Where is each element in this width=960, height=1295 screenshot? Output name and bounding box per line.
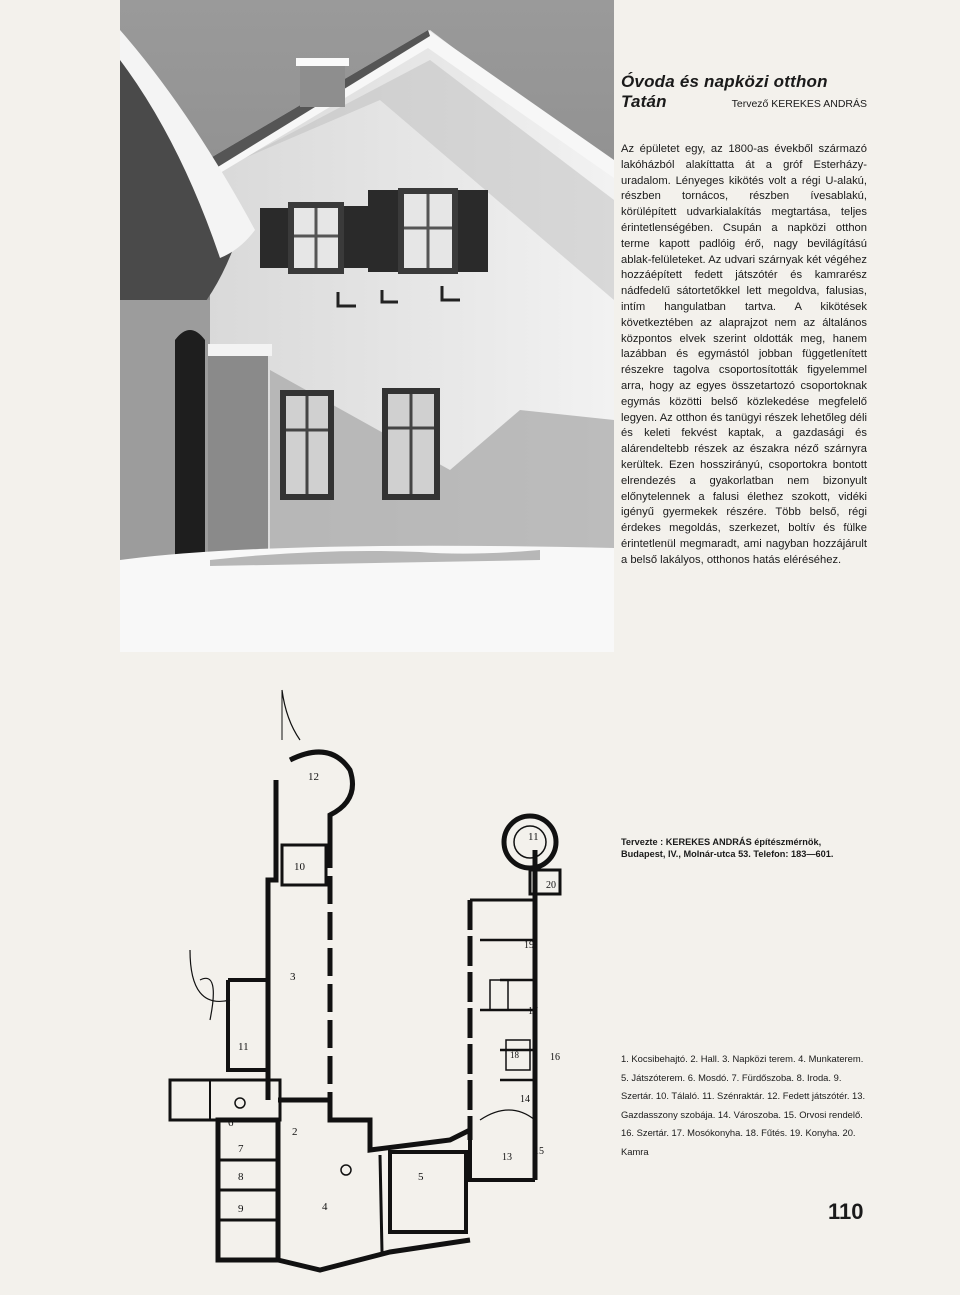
plan-label-20: 20 [546, 880, 556, 891]
plan-label-10: 10 [294, 861, 305, 873]
house-photo-drawing [120, 0, 614, 652]
article-title: Óvoda és napközi otthon Tatán [621, 72, 828, 111]
plan-label-15: 15 [534, 1146, 544, 1157]
designer-credit: Tervező KEREKES ANDRÁS [731, 98, 867, 110]
plan-label-1: 1 [466, 1149, 472, 1161]
article-body: Az épületet egy, az 1800-as évekből származó lakóházból alakíttatta át a gróf Esterházy-uradalom. Lényeges kikötés volt a régi U-alakú, részben tornácos, részben ívesablakú, körülépített udvarkialakítás megtartása, teljes érintetlenségében. Csupán a napközi otthon terme kapott padlóig érő, nagy bevilágítású ablak-felületeket. Az udvari szárnyak két végéhez hozzáépített fedett játszótér és kamrarész nádfedelű sátortetőkkel lett megoldva, falusias, intím hangulatban tartva. A kikötések következtében az alaprajzot nem az általános központos elvek szerint oldották meg, hanem lazábban és egymástól jobban függetlenített részekre tagolva csoportosították figyelemmel arra, hogy az egyes összetartozó csoportoknak egymás közötti belső közlekedése megfelelő legyen. Az otthon és tanügyi részek lehetőleg déli és keleti fekvést kaptak, a gazdasági és alárendeltebb részek az északra néző szárnyra kerültek. Ezen hosszirányú, csoportokra bontott elrendezés a gyakorlatban nem bizonyult előnytelennek a falusi élethez szokott, vidéki igényű gyermekek részére. Több belső, régi érdekes megoldás, szerkezet, boltív és fülke érintetlenül megmaradt, ami nagyban hozzájárult a belső lakályos, otthonos hatás eléréséhez. [621, 143, 867, 566]
plan-label-17: 17 [528, 1006, 538, 1017]
plan-label-19: 19 [524, 940, 534, 951]
plan-label-7: 7 [238, 1143, 244, 1155]
floor-plan-drawing [150, 680, 610, 1280]
plan-label-9: 9 [238, 1203, 244, 1215]
plan-label-8: 8 [238, 1171, 244, 1183]
floor-plan [150, 680, 610, 1280]
plan-label-6: 6 [228, 1117, 234, 1129]
plan-label-2: 2 [292, 1126, 298, 1138]
plan-label-4: 4 [322, 1201, 328, 1213]
plan-legend: 1. Kocsibehajtó. 2. Hall. 3. Napközi terem. 4. Munkaterem. 5. Játszóterem. 6. Mosdó. 7. Fürdőszoba. 8. Iroda. 9. Szertár. 10. Tálaló. 11. Szénraktár. 12. Fedett játszótér. 13. Gazdasszony szobája. 14. Városzoba. 15. Orvosi rendelő. 16. Szertár. 17. Mosókonyha. 18. Fűtés. 19. Konyha. 20. Kamra [621, 1053, 866, 1157]
plan-label-11-right: 11 [528, 831, 539, 843]
plan-label-13: 13 [502, 1152, 512, 1163]
house-photograph [120, 0, 614, 652]
plan-label-3: 3 [290, 971, 296, 983]
plan-label-16: 16 [550, 1052, 560, 1063]
page-number: 110 [828, 1199, 864, 1224]
architect-contact: Tervezte : KEREKES ANDRÁS építészmérnök, Budapest, IV., Molnár-utca 53. Telefon: 183—601. [621, 837, 834, 859]
plan-label-5: 5 [418, 1171, 424, 1183]
plan-label-18: 18 [510, 1050, 519, 1060]
plan-label-12: 12 [308, 771, 319, 783]
plan-label-11-left: 11 [238, 1041, 249, 1053]
plan-label-14: 14 [520, 1094, 530, 1105]
